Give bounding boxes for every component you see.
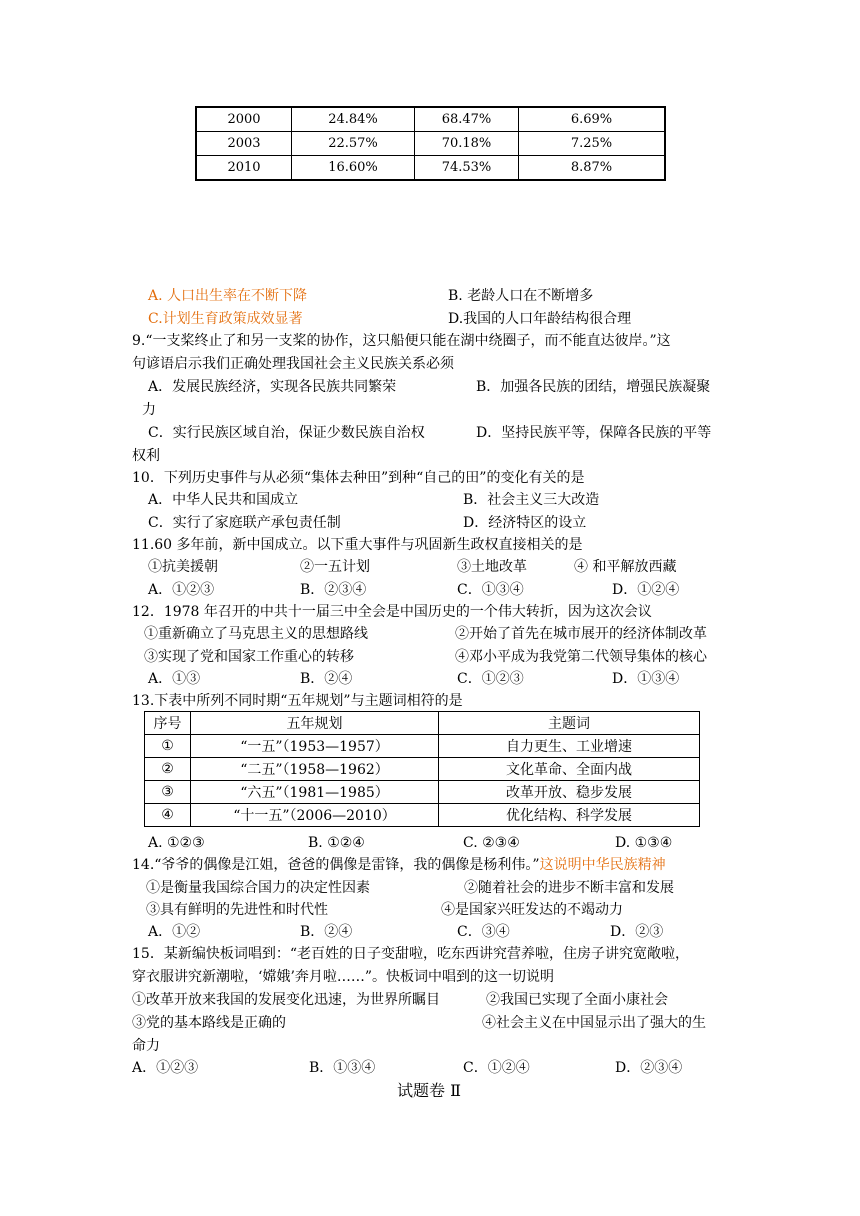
q10-option-c: C．实行了家庭联产承包责任制 (148, 515, 341, 531)
q15-item-3: ③党的基本路线是正确的 (132, 1015, 286, 1031)
table-header: 主题词 (439, 712, 700, 735)
q15-item-4-cont: 命力 (132, 1038, 160, 1054)
table-cell: 70.18% (415, 132, 519, 156)
table-cell: “六五”（1981—1985） (191, 781, 439, 804)
table-row (145, 781, 700, 804)
q15-option-c: C．①②④ (463, 1060, 530, 1076)
table-cell: “十一五”（2006—2010） (191, 804, 439, 827)
q8-option-b: B. 老龄人口在不断增多 (448, 288, 594, 304)
q11-stem: 11.60 多年前，新中国成立。以下重大事件与巩固新生政权直接相关的是 (132, 537, 583, 553)
table-cell: 自力更生、工业增速 (439, 735, 700, 758)
q14-item-2: ②随着社会的进步不断丰富和发展 (464, 880, 674, 896)
q9-option-a: A．发展民族经济，实现各民族共同繁荣 (148, 379, 397, 395)
q15-item-1: ①改革开放来我国的发展变化迅速，为世界所瞩目 (132, 992, 440, 1008)
q15-item-2: ②我国已实现了全面小康社会 (486, 992, 668, 1008)
table-cell: 优化结构、科学发展 (439, 804, 700, 827)
q12-option-c: C．①②③ (457, 671, 524, 687)
table-cell: “二五”（1958—1962） (191, 758, 439, 781)
q10-option-a: A．中华人民共和国成立 (148, 492, 299, 508)
q9-option-c: C．实行民族区域自治，保证少数民族自治权 (148, 425, 425, 441)
q13-stem: 13.下表中所列不同时期“五年规划”与主题词相符的是 (132, 693, 463, 709)
q8-option-a: A. 人口出生率在不断下降 (148, 288, 308, 304)
q10-stem: 10．下列历史事件与从必须“集体去种田”到种“自己的田”的变化有关的是 (132, 470, 585, 486)
q14-stem (132, 855, 666, 875)
q11-option-d: D．①②④ (612, 582, 680, 598)
q11-option-a: A．①②③ (148, 582, 215, 598)
q8-option-d: D.我国的人口年龄结构很合理 (448, 311, 632, 327)
q14-option-c: C．③④ (457, 924, 510, 940)
table-cell: 68.47% (415, 107, 519, 132)
q14-option-a: A．①② (148, 924, 201, 940)
population-table (195, 106, 666, 181)
table-cell: 2003 (196, 132, 292, 156)
section-title: 试题卷 Ⅱ (397, 1081, 461, 1100)
table-row (145, 735, 700, 758)
q13-option-b: B. ①②④ (308, 835, 365, 851)
table-header: 五年规划 (191, 712, 439, 735)
q12-item-3: ③实现了党和国家工作重心的转移 (144, 649, 354, 665)
q10-option-b: B．社会主义三大改造 (463, 492, 600, 508)
table-row (145, 758, 700, 781)
q14-item-3: ③具有鲜明的先进性和时代性 (146, 902, 328, 918)
q8-option-c: C.计划生育政策成效显著 (148, 311, 303, 327)
q14-item-1: ①是衡量我国综合国力的决定性因素 (146, 880, 370, 896)
table-cell: 74.53% (415, 156, 519, 181)
table-cell: ④ (145, 804, 191, 827)
table-cell: ② (145, 758, 191, 781)
q11-option-b: B．②③④ (300, 582, 367, 598)
table-cell: 16.60% (292, 156, 415, 181)
q11-item-1: ①抗美援朝 (148, 559, 218, 575)
table-cell: ③ (145, 781, 191, 804)
table-cell: 文化革命、全面内战 (439, 758, 700, 781)
five-year-plan-table (144, 711, 700, 827)
q12-item-1: ①重新确立了马克思主义的思想路线 (144, 626, 368, 642)
q12-item-2: ②开始了首先在城市展开的经济体制改革 (455, 626, 707, 642)
q12-option-d: D．①③④ (612, 671, 680, 687)
table-row (196, 132, 665, 156)
q13-option-a: A. ①②③ (148, 835, 205, 851)
table-cell: 24.84% (292, 107, 415, 132)
q14-option-d: D．②③ (610, 924, 664, 940)
table-header-row (145, 712, 700, 735)
q11-item-4: ④ 和平解放西藏 (574, 559, 677, 575)
table-cell: “一五”（1953—1957） (191, 735, 439, 758)
q12-stem: 12．1978 年召开的中共十一届三中全会是中国历史的一个伟大转折，因为这次会议 (132, 604, 652, 620)
q9-option-d-cont: 权利 (132, 448, 160, 464)
q9-option-b-cont: 力 (142, 402, 156, 418)
table-cell: 2010 (196, 156, 292, 181)
table-cell: 2000 (196, 107, 292, 132)
table-cell: 8.87% (519, 156, 666, 181)
q14-item-4: ④是国家兴旺发达的不竭动力 (441, 902, 623, 918)
q14-stem-highlight: 这说明中华民族精神 (539, 857, 666, 873)
q10-option-d: D．经济特区的设立 (463, 515, 587, 531)
q13-option-d: D. ①③④ (615, 835, 673, 851)
q9-stem-line1: 9.“一支桨终止了和另一支桨的协作，这只船便只能在湖中绕圈子，而不能直达彼岸。”这 (132, 333, 671, 349)
q11-item-2: ②一五计划 (300, 559, 370, 575)
table-cell: 7.25% (519, 132, 666, 156)
q15-item-4: ④社会主义在中国显示出了强大的生 (482, 1015, 706, 1031)
q11-option-c: C．①③④ (457, 582, 524, 598)
q9-option-b: B．加强各民族的团结，增强民族凝聚 (476, 379, 711, 395)
q15-stem-line2: 穿衣服讲究新潮啦，‘嫦娥’奔月啦……”。快板词中唱到的这一切说明 (132, 969, 555, 985)
q13-option-c: C. ②③④ (463, 835, 520, 851)
table-cell: 改革开放、稳步发展 (439, 781, 700, 804)
q15-stem-line1: 15．某新编快板词唱到：“老百姓的日子变甜啦，吃东西讲究营养啦，住房子讲究宽敞啦， (132, 946, 689, 962)
table-header: 序号 (145, 712, 191, 735)
q15-option-d: D．②③④ (615, 1060, 683, 1076)
q12-option-b: B．②④ (300, 671, 353, 687)
table-row (196, 156, 665, 181)
q14-stem-text: 14.“爷爷的偶像是江姐，爸爸的偶像是雷锋，我的偶像是杨利伟。” (132, 857, 540, 873)
table-cell: 6.69% (519, 107, 666, 132)
q15-option-a: A．①②③ (132, 1060, 199, 1076)
q14-option-b: B．②④ (300, 924, 353, 940)
table-row (196, 107, 665, 132)
q12-option-a: A．①③ (148, 671, 201, 687)
table-cell: 22.57% (292, 132, 415, 156)
q11-item-3: ③土地改革 (457, 559, 527, 575)
q9-stem-line2: 句谚语启示我们正确处理我国社会主义民族关系必须 (132, 356, 454, 372)
q12-item-4: ④邓小平成为我党第二代领导集体的核心 (455, 649, 707, 665)
table-cell: ① (145, 735, 191, 758)
q9-option-d: D．坚持民族平等，保障各民族的平等 (476, 425, 712, 441)
q15-option-b: B．①③④ (309, 1060, 376, 1076)
table-row (145, 804, 700, 827)
